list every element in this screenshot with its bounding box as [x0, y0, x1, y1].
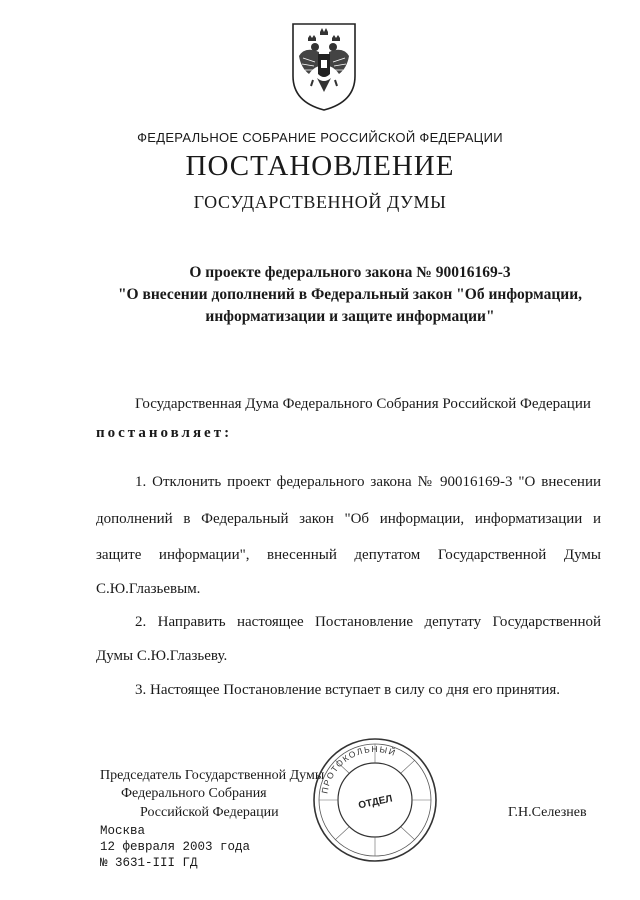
stamp-ring-text: ПРОТОКОЛЬНЫЙ: [319, 743, 398, 795]
stamp-center-text: ОТДЕЛ: [357, 793, 394, 812]
document-number: № 3631-III ГД: [100, 856, 198, 870]
item-1-line: защите информации", внесенный депутатом Государственной Думы: [96, 547, 601, 563]
item-3-line: 3. Настоящее Постановление вступает в силу со дня его принятия.: [135, 682, 561, 698]
document-title: ПОСТАНОВЛЕНИЕ: [185, 150, 455, 182]
issue-city: Москва: [100, 824, 146, 838]
signatory-name: Г.Н.Селезнев: [508, 805, 587, 820]
subject-line: информатизации и защите информации": [205, 308, 495, 325]
item-1-line: С.Ю.Глазьевым.: [96, 581, 201, 597]
official-stamp: [310, 735, 440, 865]
organization-name: ФЕДЕРАЛЬНОЕ СОБРАНИЕ РОССИЙСКОЙ ФЕДЕРАЦИИ: [137, 130, 503, 145]
signatory-position: Российской Федерации: [140, 805, 279, 820]
signatory-position: Федерального Собрания: [121, 786, 267, 801]
document-subtitle: ГОСУДАРСТВЕННОЙ ДУМЫ: [193, 192, 447, 212]
subject-line: "О внесении дополнений в Федеральный закон "Об информации,: [117, 286, 583, 303]
coat-of-arms-emblem: [287, 18, 361, 114]
issue-date: 12 февраля 2003 года: [100, 840, 251, 854]
preamble-text: Государственная Дума Федерального Собрания Российской Федерации: [135, 396, 591, 412]
signatory-position: Председатель Государственной Думы: [100, 768, 325, 783]
item-1-line: дополнений в Федеральный закон "Об информации, информатизации и: [96, 511, 601, 527]
svg-text:ПРОТОКОЛЬНЫЙ: [319, 744, 398, 794]
subject-line: О проекте федерального закона № 90016169-3: [189, 264, 511, 281]
document-subject: [100, 262, 600, 328]
item-2-line: 2. Направить настоящее Постановление депутату Государственной: [135, 614, 601, 630]
resolution-word: постановляет:: [96, 425, 233, 441]
item-1-line: 1. Отклонить проект федерального закона № 90016169-3 "О внесении: [135, 474, 601, 490]
item-2-line: Думы С.Ю.Глазьеву.: [96, 648, 228, 664]
